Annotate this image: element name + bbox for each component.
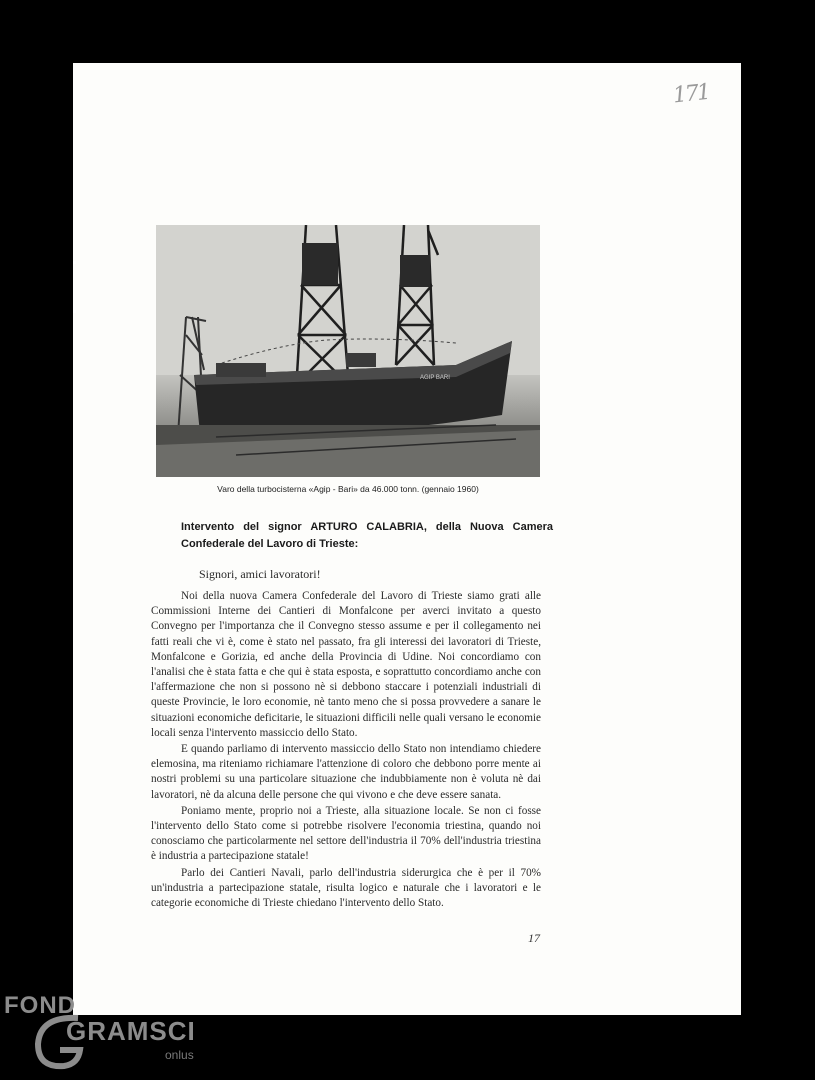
logo-line-1: FOND [4,992,76,1019]
edge-mark [73,310,76,313]
page-number: 17 [528,931,540,945]
logo-line-3: onlus [165,1048,194,1062]
ship-photo-illustration [156,225,540,477]
photo-caption: Varo della turbocisterna «Agip - Bari» da 46.000 tonn. (gennaio 1960) [217,484,479,494]
svg-text:AGIP BARI: AGIP BARI [420,375,450,381]
paragraph: Parlo dei Cantieri Navali, parlo dell'industria siderurgica che è per il 70% un'industria a partecipazione statale, risulta logico e naturale che i lavoratori e le categorie economiche di Trieste chiedano l'intervento dello Stato. [151,866,541,910]
paragraph: E quando parliamo di intervento massiccio dello Stato non intendiamo chiedere elemosina, ma riteniamo richiamare l'attenzione di coloro che debbono porre mente ai nostri problemi su una particolare situazione che indubbiamente non è voluta nè dai lavoratori, nè da alcuna delle persone che qui vivono e che deve essere sanata. [151,743,541,801]
handwritten-page-mark: 171 [671,79,711,109]
fondazione-gramsci-watermark [0,990,200,1080]
paragraph: Poniamo mente, proprio noi a Trieste, alla situazione locale. Se non ci fosse l'intervento dello Stato come si potrebbe risolvere l'economia triestina, quando noi conosciamo che particolarmente nel settore dell'industria il 70% dell'industria triestina è industria a partecipazione statale! [151,804,541,863]
logo-line-2: GRAMSCI [66,1016,196,1046]
document-page [73,63,741,1015]
salutation: Signori, amici lavoratori! [199,567,321,581]
edge-mark [73,261,76,264]
body-text [151,589,541,912]
paragraph: Noi della nuova Camera Confederale del Lavoro di Trieste siamo grati alle Commissioni Interne dei Cantieri di Monfalcone per averci invitato a questo Convegno per l'importanza che il Convegno stesso assume e per il collegamento nei fatti reali che vi è, come è stato nel passato, fra gli interessi dei lavoratori di Trieste, Monfalcone e Gorizia, ed anche della Provincia di Udine. Noi concordiamo con l'analisi che è stata fatta e che qui è stata esposta, e soprattutto concordiamo anche con l'affermazione che non si possono nè si debbono staccare i potenziali industriali di queste Provincie, le loro economie, nè tanto meno che si possa provvedere a sanare le situazioni economiche deficitarie, le situazioni difficili nelle quali versano le economie locali senza l'intervento massiccio dello Stato. [151,590,541,739]
ship-launch-photo [156,225,540,477]
speech-heading: Intervento del signor ARTURO CALABRIA, della Nuova Camera Confederale del Lavoro di Trieste: [181,521,553,550]
